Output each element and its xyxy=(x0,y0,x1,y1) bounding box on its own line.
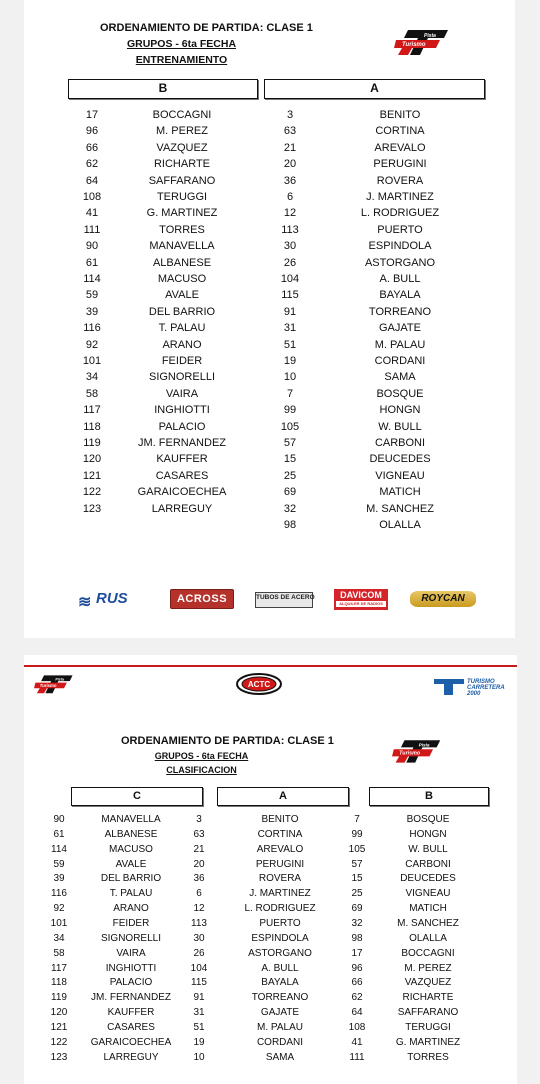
driver-name: JM. FERNANDEZ xyxy=(138,437,226,449)
driver-number: 57 xyxy=(351,858,363,870)
driver-name: VAZQUEZ xyxy=(156,141,208,154)
driver-name: CORDANI xyxy=(256,1036,304,1048)
table-row xyxy=(24,289,515,305)
table-row xyxy=(24,355,515,371)
driver-name: KAUFFER xyxy=(156,453,208,466)
driver-name: M. PALAU xyxy=(257,1021,303,1033)
driver-name: MANAVELLA xyxy=(101,814,161,825)
page-subtitle-round: GRUPOS - 6ta FECHA xyxy=(126,38,237,50)
driver-number: 19 xyxy=(193,1036,205,1048)
driver-number: 17 xyxy=(85,109,99,121)
table-row xyxy=(24,829,517,845)
driver-name: GARAICOECHEA xyxy=(90,1036,172,1048)
driver-number: 105 xyxy=(280,420,300,433)
driver-name: KAUFFER xyxy=(107,1007,155,1019)
driver-number: 111 xyxy=(349,1051,365,1063)
driver-number: 98 xyxy=(351,932,363,944)
driver-name: FEIDER xyxy=(161,355,203,367)
driver-name: VAIRA xyxy=(116,947,146,959)
driver-number: 121 xyxy=(50,1021,68,1033)
driver-number: 34 xyxy=(85,371,99,384)
driver-name: BOCCAGNI xyxy=(152,109,212,121)
driver-number: 36 xyxy=(193,873,205,885)
driver-name: AVALE xyxy=(115,858,147,870)
driver-name: RICHARTE xyxy=(402,992,454,1004)
driver-name: J. MARTINEZ xyxy=(249,888,311,900)
driver-number: 98 xyxy=(283,519,297,531)
driver-name: TORRES xyxy=(159,223,205,236)
tubos-sponsor-logo: TUBOS DE ACERO xyxy=(255,592,313,608)
table-row xyxy=(24,503,515,519)
driver-name: M. PEREZ xyxy=(404,962,452,974)
driver-name: MACUSO xyxy=(157,273,207,285)
driver-name: M. PEREZ xyxy=(156,125,208,138)
driver-name: MACUSO xyxy=(109,843,153,855)
actc-logo xyxy=(236,673,282,695)
svg-text:Pista: Pista xyxy=(424,33,436,39)
table-row xyxy=(24,257,515,273)
table-row xyxy=(24,322,515,338)
driver-name: L. RODRIGUEZ xyxy=(244,903,316,915)
driver-name: ROVERA xyxy=(376,174,424,187)
driver-name: ASTORGANO xyxy=(364,256,436,269)
driver-name: OLALLA xyxy=(379,519,421,531)
table-row xyxy=(24,486,515,502)
driver-number: 118 xyxy=(83,420,101,433)
turismo-pista-logo xyxy=(392,738,442,764)
driver-name: VIGNEAU xyxy=(405,888,451,900)
roycan-sponsor-logo: ROYCAN xyxy=(410,591,476,607)
driver-number: 36 xyxy=(283,174,297,187)
driver-name: ALBANESE xyxy=(152,256,212,269)
table-row xyxy=(24,814,517,830)
driver-number: 122 xyxy=(82,486,102,499)
driver-number: 96 xyxy=(85,125,99,138)
table-row xyxy=(24,992,517,1008)
driver-number: 30 xyxy=(193,932,205,944)
table-row xyxy=(24,224,515,240)
driver-number: 108 xyxy=(348,1021,366,1033)
driver-name: BOCCAGNI xyxy=(401,947,455,959)
driver-name: W. BULL xyxy=(378,420,422,433)
table-row xyxy=(24,470,515,486)
driver-name: T. PALAU xyxy=(158,322,206,335)
driver-number: 61 xyxy=(53,828,65,840)
driver-number: 96 xyxy=(351,962,363,974)
driver-number: 99 xyxy=(351,828,363,840)
table-row xyxy=(24,339,515,355)
driver-name: DEL BARRIO xyxy=(100,873,162,885)
driver-number: 120 xyxy=(50,1007,68,1019)
driver-name: SAFFARANO xyxy=(148,174,216,187)
driver-number: 7 xyxy=(354,814,360,825)
driver-number: 7 xyxy=(286,387,294,400)
page-subtitle-session: ENTRENAMIENTO xyxy=(135,54,228,66)
table-row xyxy=(24,306,515,322)
driver-number: 57 xyxy=(283,437,297,449)
driver-number: 116 xyxy=(51,888,67,900)
driver-name: JM. FERNANDEZ xyxy=(91,992,171,1004)
driver-number: 119 xyxy=(51,992,67,1004)
driver-number: 58 xyxy=(85,387,99,400)
driver-name: BENITO xyxy=(261,814,299,825)
driver-number: 51 xyxy=(283,338,297,351)
driver-number: 114 xyxy=(51,843,67,855)
group-a-header: A xyxy=(264,79,485,99)
driver-name: MATICH xyxy=(409,903,447,915)
driver-number: 64 xyxy=(85,174,99,187)
driver-number: 123 xyxy=(50,1051,68,1063)
driver-name: CORDANI xyxy=(374,355,426,367)
tc2000-logo: TURISMO CARRETERA 2000 xyxy=(434,677,514,697)
driver-name: AVALE xyxy=(165,289,199,302)
driver-number: 91 xyxy=(283,305,297,318)
driver-name: TORRES xyxy=(407,1051,449,1063)
driver-name: BENITO xyxy=(379,109,421,121)
driver-number: 12 xyxy=(193,903,205,915)
table-row xyxy=(24,453,515,469)
driver-name: LARREGUY xyxy=(103,1051,159,1063)
driver-number: 90 xyxy=(53,814,65,825)
driver-name: PALACIO xyxy=(158,420,206,433)
driver-name: DEL BARRIO xyxy=(148,305,216,318)
driver-number: 3 xyxy=(286,109,294,121)
table-row xyxy=(24,844,517,860)
table-row xyxy=(24,933,517,949)
driver-name: HONGN xyxy=(409,828,447,840)
davicom-sponsor-logo: DAVICOM ALQUILER DE RADIOS xyxy=(334,589,388,610)
table-row xyxy=(24,1022,517,1038)
driver-name: ASTORGANO xyxy=(248,947,312,959)
table-row xyxy=(24,948,517,964)
driver-name: RICHARTE xyxy=(153,158,211,171)
svg-text:Pista: Pista xyxy=(418,742,430,748)
driver-name: G. MARTINEZ xyxy=(395,1036,461,1048)
driver-name: W. BULL xyxy=(408,843,448,855)
driver-number: 6 xyxy=(286,191,294,203)
driver-number: 10 xyxy=(283,371,297,384)
table-row xyxy=(24,158,515,174)
driver-name: GARAICOECHEA xyxy=(137,486,227,499)
driver-number: 113 xyxy=(191,917,207,929)
driver-number: 61 xyxy=(85,256,99,269)
driver-number: 31 xyxy=(193,1007,205,1019)
document-page-2 xyxy=(24,655,517,1084)
table-row xyxy=(24,191,515,207)
driver-number: 19 xyxy=(283,355,297,367)
driver-number: 51 xyxy=(193,1021,205,1033)
driver-number: 115 xyxy=(191,977,207,989)
driver-number: 101 xyxy=(50,917,68,929)
driver-number: 17 xyxy=(351,947,363,959)
table-row xyxy=(24,388,515,404)
table-row xyxy=(24,1037,517,1053)
driver-name: M. SANCHEZ xyxy=(366,502,434,515)
driver-name: LARREGUY xyxy=(151,502,213,515)
driver-number: 90 xyxy=(85,240,99,253)
group-b-header: B xyxy=(68,79,258,99)
driver-number: 21 xyxy=(283,141,297,154)
driver-name: PALACIO xyxy=(109,977,153,989)
driver-name: CORTINA xyxy=(375,125,425,138)
driver-number: 3 xyxy=(196,814,202,825)
group-b-header: B xyxy=(369,787,489,806)
driver-name: CASARES xyxy=(155,469,209,482)
table-row xyxy=(24,963,517,979)
driver-number: 104 xyxy=(280,273,300,285)
driver-name: CARBONI xyxy=(405,858,451,870)
table-row xyxy=(24,437,515,453)
driver-number: 92 xyxy=(53,903,65,915)
table-row xyxy=(24,888,517,904)
driver-name: VIGNEAU xyxy=(375,469,425,482)
driver-name: GAJATE xyxy=(379,322,421,335)
driver-number: 6 xyxy=(196,888,202,900)
driver-name: SIGNORELLI xyxy=(148,371,216,384)
driver-name: M. PALAU xyxy=(374,338,426,351)
driver-name: MATICH xyxy=(379,486,421,499)
table-row xyxy=(24,125,515,141)
driver-name: A. BULL xyxy=(261,962,299,974)
driver-name: SAFFARANO xyxy=(397,1007,459,1019)
driver-number: 32 xyxy=(351,917,363,929)
driver-number: 30 xyxy=(283,240,297,253)
driver-name: DEUCEDES xyxy=(369,453,431,466)
page-subtitle-session: CLASIFICACION xyxy=(166,765,237,775)
driver-name: GAJATE xyxy=(260,1007,300,1019)
header-divider xyxy=(24,665,517,667)
table-row xyxy=(24,240,515,256)
driver-number: 31 xyxy=(283,322,297,335)
driver-number: 15 xyxy=(283,453,297,466)
driver-number: 63 xyxy=(283,125,297,138)
driver-number: 122 xyxy=(50,1036,68,1048)
driver-name: PUERTO xyxy=(377,223,423,236)
document-page-1 xyxy=(24,0,515,638)
driver-number: 59 xyxy=(85,289,99,302)
table-row xyxy=(24,142,515,158)
driver-number: 117 xyxy=(51,962,67,974)
table-row xyxy=(24,873,517,889)
driver-name: OLALLA xyxy=(409,932,447,944)
svg-text:ACTC: ACTC xyxy=(247,680,271,689)
table-row xyxy=(24,977,517,993)
svg-text:Turismo: Turismo xyxy=(399,750,421,757)
driver-name: INGHIOTTI xyxy=(105,962,157,974)
across-sponsor-logo: ACROSS xyxy=(170,589,234,609)
driver-number: 26 xyxy=(283,256,297,269)
driver-number: 21 xyxy=(193,843,205,855)
driver-number: 20 xyxy=(193,858,205,870)
table-row xyxy=(24,175,515,191)
driver-name: A. BULL xyxy=(379,273,421,285)
svg-text:Pista: Pista xyxy=(55,677,64,682)
driver-number: 101 xyxy=(82,355,102,367)
driver-number: 12 xyxy=(283,207,297,220)
driver-name: PUERTO xyxy=(259,917,301,929)
driver-name: M. SANCHEZ xyxy=(397,917,459,929)
page-title: ORDENAMIENTO DE PARTIDA: CLASE 1 xyxy=(121,735,334,747)
driver-number: 120 xyxy=(82,453,102,466)
page-title: ORDENAMIENTO DE PARTIDA: CLASE 1 xyxy=(100,22,313,34)
driver-number: 62 xyxy=(85,158,99,171)
driver-name: ALBANESE xyxy=(104,828,158,840)
driver-name: AREVALO xyxy=(374,141,426,154)
driver-number: 99 xyxy=(283,404,297,417)
driver-number: 63 xyxy=(193,828,205,840)
svg-text:Turismo: Turismo xyxy=(39,682,57,688)
driver-name: L. RODRIGUEZ xyxy=(360,207,440,220)
driver-number: 121 xyxy=(82,469,102,482)
driver-name: BAYALA xyxy=(379,289,421,302)
driver-name: BOSQUE xyxy=(376,387,424,400)
driver-number: 92 xyxy=(85,338,99,351)
driver-number: 117 xyxy=(83,404,101,417)
driver-name: TORREANO xyxy=(251,992,309,1004)
table-row xyxy=(24,109,515,125)
driver-number: 116 xyxy=(83,322,101,335)
driver-number: 20 xyxy=(283,158,297,171)
driver-name: ARANO xyxy=(113,903,149,915)
driver-number: 66 xyxy=(85,141,99,154)
driver-number: 114 xyxy=(83,273,101,285)
driver-number: 58 xyxy=(53,947,65,959)
driver-name: T. PALAU xyxy=(109,888,153,900)
driver-name: TERUGGI xyxy=(405,1021,451,1033)
driver-name: SAMA xyxy=(384,371,416,384)
group-a-header: A xyxy=(217,787,349,806)
turismo-pista-logo xyxy=(394,28,450,56)
table-row xyxy=(24,1007,517,1023)
table-row xyxy=(24,207,515,223)
driver-name: BAYALA xyxy=(261,977,299,989)
driver-number: 32 xyxy=(283,502,297,515)
driver-name: TERUGGI xyxy=(156,191,208,203)
driver-number: 66 xyxy=(351,977,363,989)
turismo-pista-logo-top xyxy=(34,672,74,696)
table-row xyxy=(24,519,515,535)
driver-number: 123 xyxy=(82,502,102,515)
driver-number: 10 xyxy=(193,1051,205,1063)
driver-number: 25 xyxy=(283,469,297,482)
driver-number: 62 xyxy=(351,992,363,1004)
driver-number: 119 xyxy=(83,437,101,449)
driver-name: CARBONI xyxy=(374,437,426,449)
driver-number: 108 xyxy=(82,191,102,203)
driver-number: 111 xyxy=(83,223,101,236)
driver-name: ROVERA xyxy=(258,873,302,885)
table-row xyxy=(24,273,515,289)
driver-name: TORREANO xyxy=(368,305,432,318)
driver-name: G. MARTINEZ xyxy=(146,207,218,220)
driver-number: 113 xyxy=(281,223,299,236)
driver-number: 118 xyxy=(51,977,67,989)
driver-number: 91 xyxy=(193,992,205,1004)
driver-number: 104 xyxy=(190,962,208,974)
driver-number: 34 xyxy=(53,932,65,944)
driver-number: 26 xyxy=(193,947,205,959)
group-c-header: C xyxy=(71,787,203,806)
driver-number: 41 xyxy=(85,207,99,220)
driver-number: 115 xyxy=(281,289,299,302)
driver-number: 41 xyxy=(351,1036,363,1048)
driver-number: 64 xyxy=(351,1007,363,1019)
table-row xyxy=(24,371,515,387)
driver-number: 59 xyxy=(53,858,65,870)
table-row xyxy=(24,1052,517,1068)
driver-name: FEIDER xyxy=(112,917,150,929)
driver-number: 25 xyxy=(351,888,363,900)
driver-name: ESPINDOLA xyxy=(368,240,432,253)
table-row xyxy=(24,859,517,875)
driver-name: DEUCEDES xyxy=(400,873,456,885)
rus-sponsor-logo: ≋ RUS xyxy=(78,590,128,611)
table-row xyxy=(24,404,515,420)
driver-name: MANAVELLA xyxy=(149,240,215,253)
driver-name: CORTINA xyxy=(257,828,303,840)
driver-number: 39 xyxy=(85,305,99,318)
driver-name: VAZQUEZ xyxy=(404,977,452,989)
driver-name: ESPINDOLA xyxy=(251,932,309,944)
page-subtitle-round: GRUPOS - 6ta FECHA xyxy=(154,751,249,761)
table-row xyxy=(24,421,515,437)
table-row xyxy=(24,918,517,934)
driver-number: 15 xyxy=(351,873,363,885)
driver-number: 69 xyxy=(351,903,363,915)
svg-text:Turismo: Turismo xyxy=(402,42,426,48)
driver-name: PERUGINI xyxy=(255,858,305,870)
driver-name: SAMA xyxy=(265,1051,295,1063)
driver-name: VAIRA xyxy=(165,387,199,400)
driver-number: 39 xyxy=(53,873,65,885)
driver-number: 105 xyxy=(348,843,366,855)
driver-name: PERUGINI xyxy=(373,158,427,171)
driver-name: SIGNORELLI xyxy=(100,932,162,944)
driver-name: CASARES xyxy=(107,1021,155,1033)
driver-number: 69 xyxy=(283,486,297,499)
driver-name: J. MARTINEZ xyxy=(366,191,434,203)
driver-name: BOSQUE xyxy=(406,814,450,825)
driver-name: ARANO xyxy=(162,338,202,351)
table-row xyxy=(24,903,517,919)
driver-name: INGHIOTTI xyxy=(154,404,210,417)
driver-name: AREVALO xyxy=(256,843,304,855)
driver-name: HONGN xyxy=(379,404,421,417)
